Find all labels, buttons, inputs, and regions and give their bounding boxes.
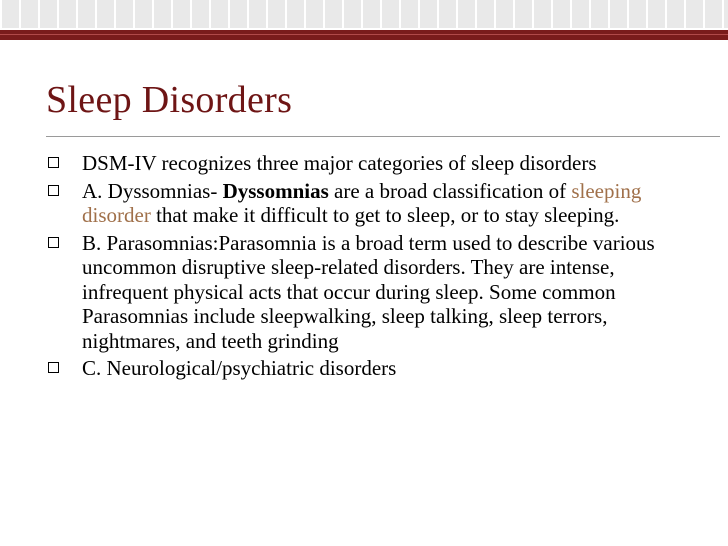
bullet-item-dsm bbox=[46, 151, 696, 176]
hollow-square-bullet-icon bbox=[48, 237, 59, 248]
bullet-item-neurological bbox=[46, 356, 696, 381]
slide-title: Sleep Disorders bbox=[46, 79, 293, 121]
header-tile-pattern bbox=[0, 0, 728, 30]
bullet-text-bold: Dyssomnias bbox=[222, 178, 329, 203]
title-divider bbox=[46, 136, 720, 137]
slide-header-band bbox=[0, 0, 728, 44]
hollow-square-bullet-icon bbox=[48, 185, 59, 196]
bullet-text-suffix: that make it difficult to get to sleep, or to stay sleeping. bbox=[150, 203, 620, 227]
bullet-text-prefix: A. Dyssomnias- bbox=[82, 178, 223, 203]
bullet-text: C. Neurological/psychiatric disorders bbox=[82, 356, 397, 380]
header-rule bbox=[0, 30, 728, 40]
bullet-item-dyssomnias bbox=[46, 179, 696, 228]
bullet-item-parasomnias bbox=[46, 231, 696, 354]
hollow-square-bullet-icon bbox=[48, 362, 59, 373]
bullet-text-middle: are a broad classification of bbox=[328, 178, 572, 203]
sleeping-disorder-link[interactable]: sleeping disorder bbox=[82, 178, 642, 227]
bullet-text: B. Parasomnias:Parasomnia is a broad term used to describe various uncommon disruptive sleep-related disorders. They are intense, infrequent physical acts that occur during sleep. Some common Parasomnias include sleepwalking, sleep talking, sleep terrors, nightmares, and teeth grinding bbox=[82, 230, 655, 353]
hollow-square-bullet-icon bbox=[48, 157, 59, 168]
bullet-list bbox=[46, 151, 696, 384]
bullet-text: DSM-IV recognizes three major categories of sleep disorders bbox=[82, 151, 597, 175]
